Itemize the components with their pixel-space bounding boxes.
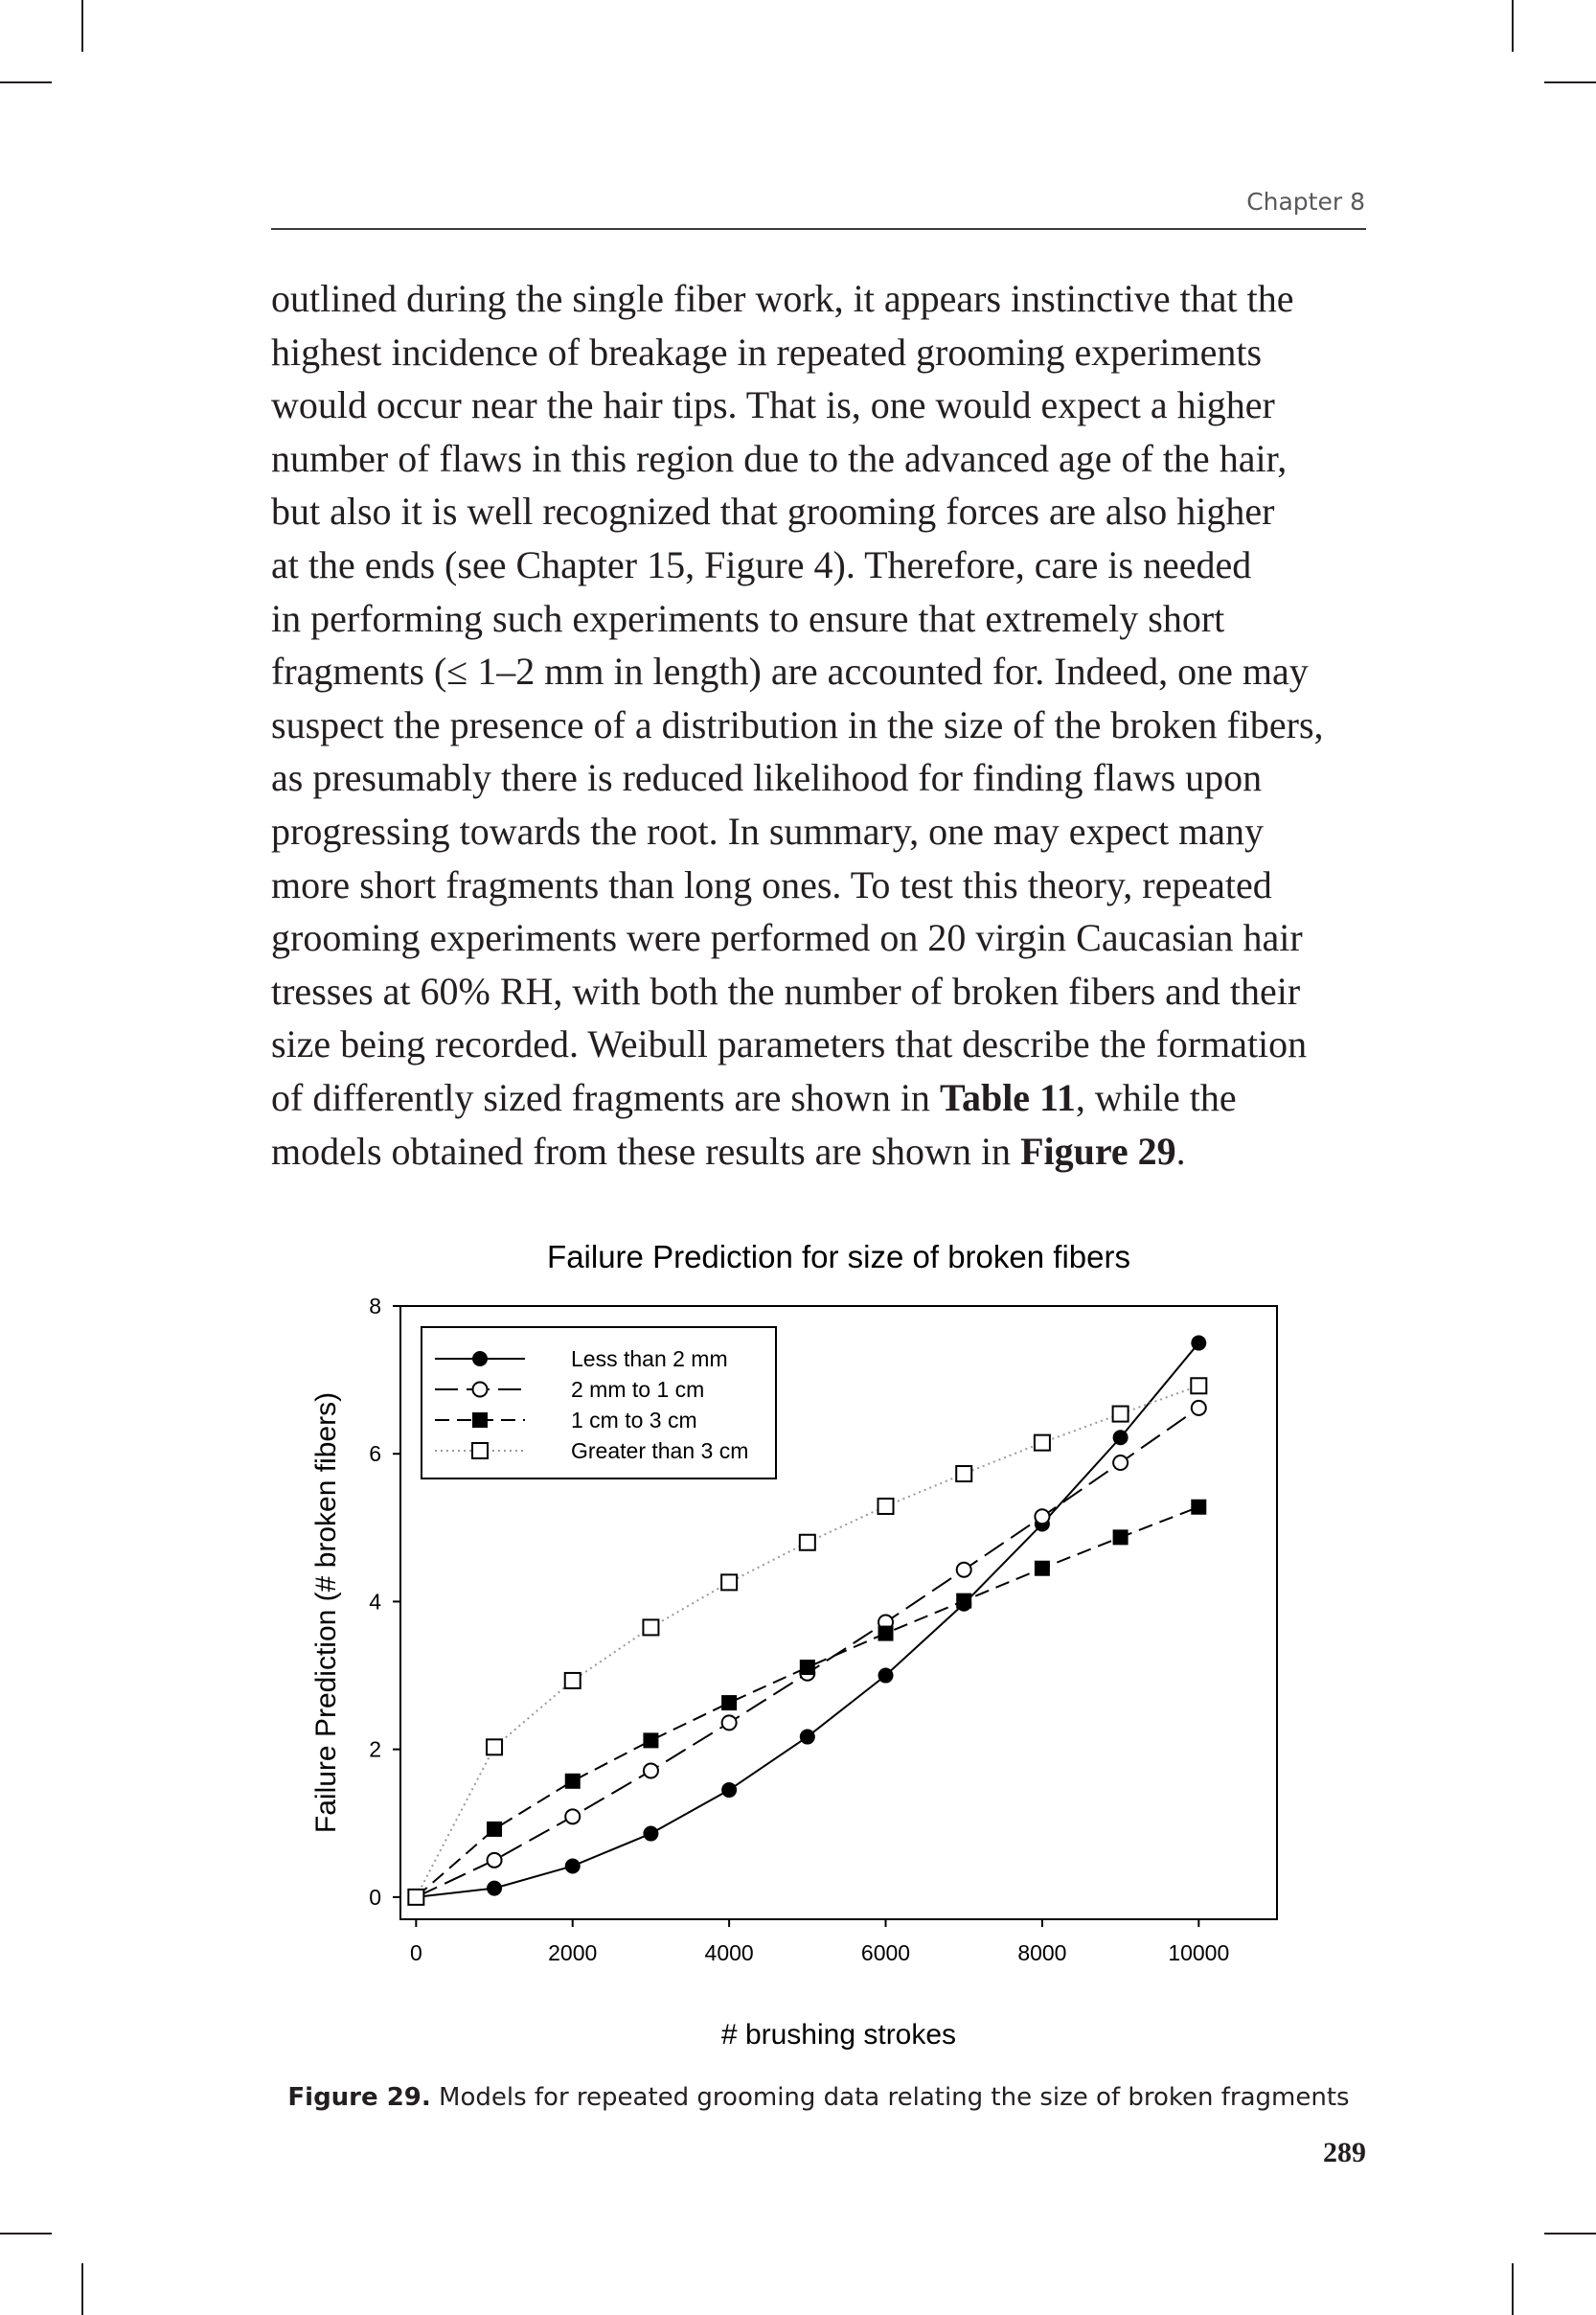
text-line — [271, 1125, 1382, 1179]
text-run: in performing such experiments to ensure that extremely short — [271, 596, 1225, 640]
data-point — [487, 1739, 502, 1754]
y-tick-label: 2 — [369, 1736, 381, 1762]
x-tick-label: 0 — [409, 1940, 422, 1965]
crop-mark — [81, 0, 83, 52]
cross-reference: Figure 29 — [1020, 1129, 1176, 1173]
text-run: of differently sized fragments are shown in — [271, 1075, 940, 1119]
data-point — [1192, 1401, 1206, 1415]
text-line — [271, 911, 1382, 965]
y-tick-label: 4 — [369, 1589, 381, 1615]
data-point — [957, 1563, 971, 1577]
text-run: highest incidence of breakage in repeated grooming experiments — [271, 330, 1263, 374]
text-run: would occur near the hair tips. That is, one would expect a higher — [271, 383, 1275, 427]
data-point — [487, 1881, 502, 1896]
text-run: as presumably there is reduced likelihood for finding flaws upon — [271, 756, 1263, 800]
data-point — [1191, 1378, 1206, 1393]
crop-mark — [1512, 2263, 1514, 2315]
data-point — [565, 1774, 581, 1789]
text-line — [271, 645, 1382, 699]
text-line — [271, 485, 1382, 539]
cross-reference: Table 11 — [939, 1075, 1076, 1119]
x-tick-label: 8000 — [1017, 1940, 1067, 1965]
crop-mark — [0, 2233, 52, 2235]
text-run: size being recorded. Weibull parameters that describe the formation — [271, 1022, 1308, 1066]
running-head: Chapter 8 — [1246, 188, 1365, 216]
legend-label: Greater than 3 cm — [571, 1438, 749, 1463]
text-run: models obtained from these results are shown in — [271, 1129, 1021, 1173]
y-tick-label: 0 — [369, 1884, 381, 1910]
text-run: at the ends (see Chapter 15, Figure 4). Therefore, care is needed — [271, 542, 1252, 586]
figure-caption-label: Figure 29. — [287, 2083, 431, 2112]
data-point — [878, 1668, 894, 1684]
data-point — [956, 1593, 971, 1609]
data-point — [565, 1809, 580, 1823]
data-point — [1191, 1500, 1206, 1515]
text-run: , while the — [1075, 1075, 1237, 1119]
x-tick-label: 2000 — [548, 1940, 598, 1965]
failure-prediction-chart — [287, 1231, 1341, 2065]
text-run: fragments (≤ 1–2 mm in length) are accounted for. Indeed, one may — [271, 650, 1309, 694]
crop-mark — [1544, 2233, 1596, 2235]
data-point — [1035, 1561, 1050, 1576]
text-line — [271, 378, 1382, 432]
data-point — [565, 1673, 581, 1688]
data-point — [1191, 1336, 1206, 1351]
text-run: . — [1175, 1129, 1186, 1173]
text-line — [271, 859, 1382, 912]
data-point — [1035, 1435, 1050, 1451]
text-line — [271, 1071, 1382, 1125]
text-run: number of flaws in this region due to the advanced age of the hair, — [271, 436, 1288, 480]
y-axis-label: Failure Prediction (# broken fibers) — [310, 1391, 342, 1834]
page-number: 289 — [1323, 2137, 1366, 2168]
data-point — [721, 1695, 737, 1710]
text-line — [271, 1018, 1382, 1071]
data-point — [800, 1660, 815, 1675]
text-line — [271, 432, 1382, 486]
header-rule — [271, 228, 1366, 230]
data-point — [565, 1858, 581, 1873]
data-point — [956, 1466, 971, 1481]
text-run: but also it is well recognized that grooming forces are also higher — [271, 490, 1275, 534]
text-line — [271, 805, 1382, 859]
data-point — [878, 1626, 894, 1641]
x-tick-label: 10000 — [1168, 1940, 1230, 1965]
legend-label: 2 mm to 1 cm — [571, 1377, 705, 1402]
x-tick-label: 4000 — [704, 1940, 754, 1965]
x-axis-label: # brushing strokes — [720, 2019, 957, 2051]
text-run: grooming experiments were performed on 20 virgin Caucasian hair — [271, 916, 1303, 960]
crop-mark — [1512, 0, 1514, 52]
data-point — [643, 1732, 658, 1748]
body-paragraph — [271, 272, 1382, 1178]
text-run: tresses at 60% RH, with both the number of broken fibers and their — [271, 969, 1301, 1013]
chart-title: Failure Prediction for size of broken fibers — [547, 1239, 1130, 1274]
crop-mark — [81, 2263, 83, 2315]
crop-mark — [1544, 81, 1596, 83]
data-point — [1113, 1430, 1129, 1445]
text-run: more short fragments than long ones. To test this theory, repeated — [271, 862, 1272, 906]
legend-marker — [472, 1443, 488, 1458]
text-run: progressing towards the root. In summary, one may expect many — [271, 809, 1265, 853]
data-point — [487, 1822, 502, 1837]
data-point — [722, 1715, 737, 1730]
data-point — [1113, 1455, 1128, 1470]
data-point — [878, 1499, 894, 1514]
data-point — [488, 1853, 502, 1868]
text-line — [271, 592, 1382, 646]
data-point — [1035, 1509, 1049, 1524]
text-line — [271, 965, 1382, 1019]
text-line — [271, 751, 1382, 805]
data-point — [800, 1535, 815, 1550]
text-run: suspect the presence of a distribution in the size of the broken fibers, — [271, 702, 1324, 746]
crop-mark — [0, 81, 52, 83]
data-point — [800, 1730, 815, 1745]
data-point — [1113, 1407, 1129, 1422]
data-point — [643, 1619, 658, 1635]
legend-label: Less than 2 mm — [571, 1346, 728, 1371]
text-line — [271, 699, 1382, 752]
data-point — [721, 1574, 737, 1590]
text-line — [271, 272, 1382, 326]
legend-marker — [472, 1412, 488, 1428]
y-tick-label: 6 — [369, 1441, 381, 1467]
text-line — [271, 539, 1382, 592]
data-point — [721, 1782, 737, 1798]
figure-caption-text: Models for repeated grooming data relating the size of broken fragments — [430, 2083, 1350, 2112]
text-run: outlined during the single fiber work, it appears instinctive that the — [271, 277, 1294, 320]
legend-marker — [473, 1383, 488, 1397]
data-point — [408, 1890, 423, 1905]
data-point — [644, 1764, 658, 1778]
data-point — [643, 1826, 658, 1842]
figure-caption — [271, 2083, 1366, 2112]
y-tick-label: 8 — [369, 1294, 381, 1318]
data-point — [1113, 1529, 1129, 1545]
legend-marker — [472, 1351, 488, 1366]
legend-label: 1 cm to 3 cm — [571, 1408, 697, 1433]
text-line — [271, 326, 1382, 379]
x-tick-label: 6000 — [860, 1940, 911, 1965]
